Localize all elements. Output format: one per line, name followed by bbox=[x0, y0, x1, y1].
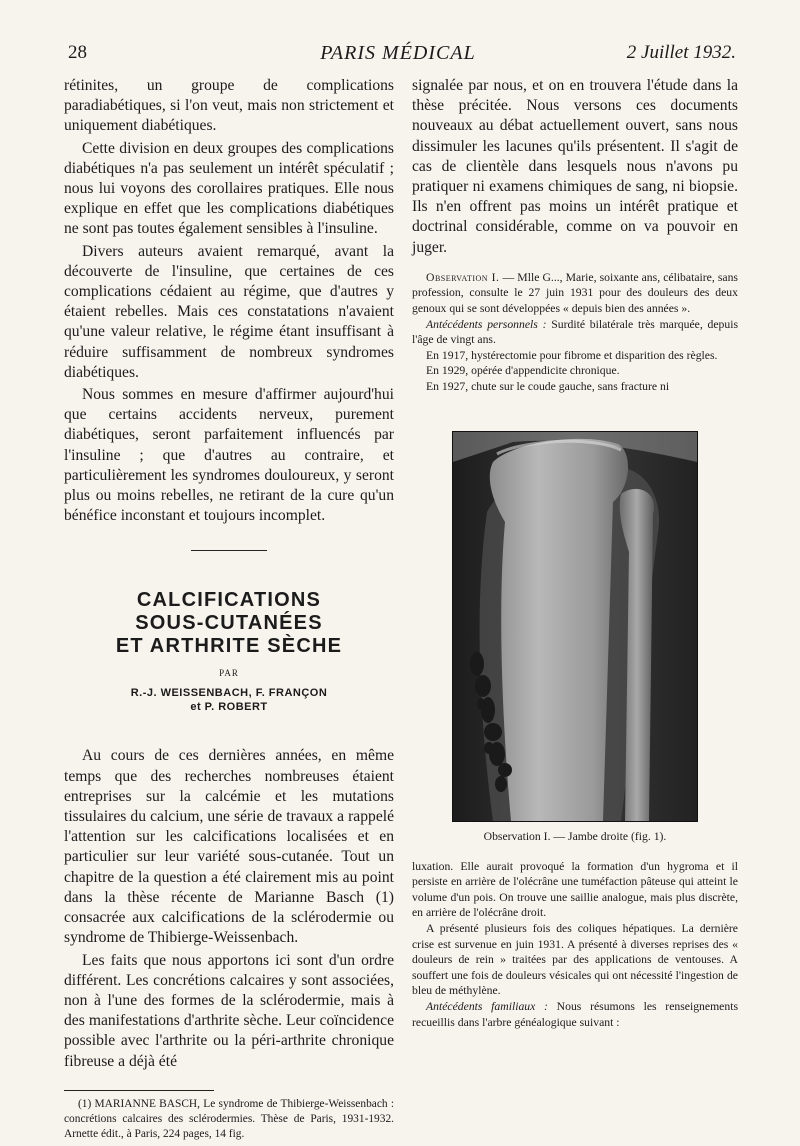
observation-paragraph bbox=[412, 270, 738, 317]
footnote-rule bbox=[64, 1090, 214, 1091]
footnote: (1) MARIANNE BASCH, Le syndrome de Thibierge-Weissenbach : concrétions calcaires des sclérodermies. Thèse de Paris, 1931-1932. Arnette édit., à Paris, 224 pages, 14 fig. bbox=[64, 1097, 394, 1140]
paragraph: Divers auteurs avaient remarqué, avant la découverte de l'insuline, que certaines de ces complications cédaient au régime, que d'autres y étaient rebelles. Mais ces constatations n'avaient qu'une valeur relative, le régime étant insuffisant à réduire suffisamment de nombreux syndromes diabétiques. bbox=[64, 242, 394, 381]
small-paragraph: En 1917, hystérectomie pour fibrome et disparition des règles. bbox=[426, 348, 718, 362]
journal-title: PARIS MÉDICAL bbox=[320, 42, 476, 64]
familiaux-text: Nous résumons les renseignements recueillis dans l'arbre généalogique suivant : bbox=[412, 999, 738, 1029]
issue-date: 2 Juillet 1932. bbox=[626, 42, 736, 63]
byline-par: PAR bbox=[219, 668, 239, 679]
familiaux-label: Antécédents familiaux : bbox=[426, 999, 548, 1013]
paragraph: rétinites, un groupe de complications paradiabétiques, si l'on veut, mais non strictement et uniquement diabétiques. bbox=[64, 77, 394, 135]
page-number: 28 bbox=[68, 42, 87, 63]
page-header bbox=[60, 42, 736, 72]
observation-label: Observation I. bbox=[426, 270, 500, 284]
authors-line: et P. ROBERT bbox=[190, 701, 268, 714]
antecedents-text: Surdité bilatérale très marquée, depuis l'âge de vingt ans. bbox=[412, 317, 739, 347]
paragraph: Les faits que nous apportons ici sont d'un ordre différent. Les concrétions calcaires y sont associées, non à l'une des formes de la sclérodermie, mais à des manifestations d'arthrite sèche. Leur coïncidence possible avec l'arthrite ou la péri-arthrite chronique fibreuse a déjà été bbox=[64, 951, 394, 1070]
article-authors bbox=[64, 686, 394, 714]
paragraph: Au cours de ces dernières années, en même temps que des recherches nombreuses étaient entreprises sur la calcémie et les mutations tissulaires du calcium, une série de travaux a rappelé l'attention sur les calcifications localisées et en particulier sur leur variété sous-cutanée. Tout un chapitre de la question a été clairement mis au point dans la thèse récente de Marianne Basch (1) consacrée aux calcifications de la sclérodermie ou syndrome de Thibierge-Weissenbach. bbox=[64, 747, 394, 947]
small-paragraph: En 1927, chute sur le coude gauche, sans fracture ni bbox=[426, 379, 670, 393]
small-paragraph: En 1929, opérée d'appendicite chronique. bbox=[426, 364, 620, 378]
article-title bbox=[64, 589, 394, 658]
right-column bbox=[412, 76, 738, 1030]
xray-image bbox=[453, 432, 697, 821]
paragraph: Nous sommes en mesure d'affirmer aujourd'hui que certains accidents nerveux, purement diabétiques, seront parfaitement influencés par l'insuline ; que d'autres au contraire, et particulièrement les syndromes douloureux, y seront plus ou moins rebelles, ne retirant de la cure qu'un bénéfice inconstant et toujours incomplet. bbox=[64, 386, 394, 525]
antecedents-paragraph bbox=[412, 317, 738, 348]
observation-text: — Mlle G..., Marie, soixante ans, célibataire, sans profession, consulte le 27 juin 1931 pour des douleurs des deux genoux qui se sont développées « depuis bien des années ». bbox=[412, 270, 738, 316]
figure-caption: Observation I. — Jambe droite (fig. 1). bbox=[483, 829, 667, 843]
antecedents-label: Antécédents personnels : bbox=[426, 317, 547, 331]
left-column bbox=[64, 76, 394, 1142]
authors-line: R.-J. WEISSENBACH, F. FRANÇON bbox=[130, 687, 328, 700]
title-line: ET ARTHRITE SÈCHE bbox=[115, 635, 343, 658]
small-paragraph: A présenté plusieurs fois des coliques hépatiques. La dernière crise est survenue en juin 1931. A présenté à diverses reprises des « douleurs de rein » traitées par des applications de ventouses. A souffert une fois de douleurs vésicales qui ont nécessité l'ingestion de bleu de méthylène. bbox=[412, 921, 738, 998]
title-line: SOUS-CUTANÉES bbox=[135, 612, 323, 635]
small-paragraph: luxation. Elle aurait provoqué la formation d'un hygroma et il persiste en arrière de l'olécrâne une tuméfaction pâteuse qui atteint le volume d'un pois. On trouve une saillie analogue, mais plus discrète, en arrière de l'olécrâne droit. bbox=[412, 859, 738, 920]
familiaux-paragraph bbox=[412, 999, 738, 1030]
paragraph: signalée par nous, et on en trouvera l'étude dans la thèse précitée. Nous versons ces documents nouveaux au débat actuellement ouvert, sans nous dissimuler les lacunes qu'ils présentent. Il s'agit de cas de clientèle dans lesquels nous n'avons pu pratiquer ni examens chimiques de sang, ni biopsie. Ils n'en offrent pas moins un intérêt pratique et doctrinal considérable, comme on va pouvoir en juger. bbox=[412, 77, 738, 256]
section-divider bbox=[191, 550, 267, 551]
title-line: CALCIFICATIONS bbox=[136, 589, 322, 612]
paragraph: Cette division en deux groupes des complications diabétiques n'a pas seulement un intérêt spéculatif ; nous lui voyons des corollaires pratiques. Elle nous explique en effet que les complications diabétiques ne sont pas toutes également sensibles à l'insuline. bbox=[64, 139, 394, 238]
xray-figure bbox=[452, 431, 698, 822]
